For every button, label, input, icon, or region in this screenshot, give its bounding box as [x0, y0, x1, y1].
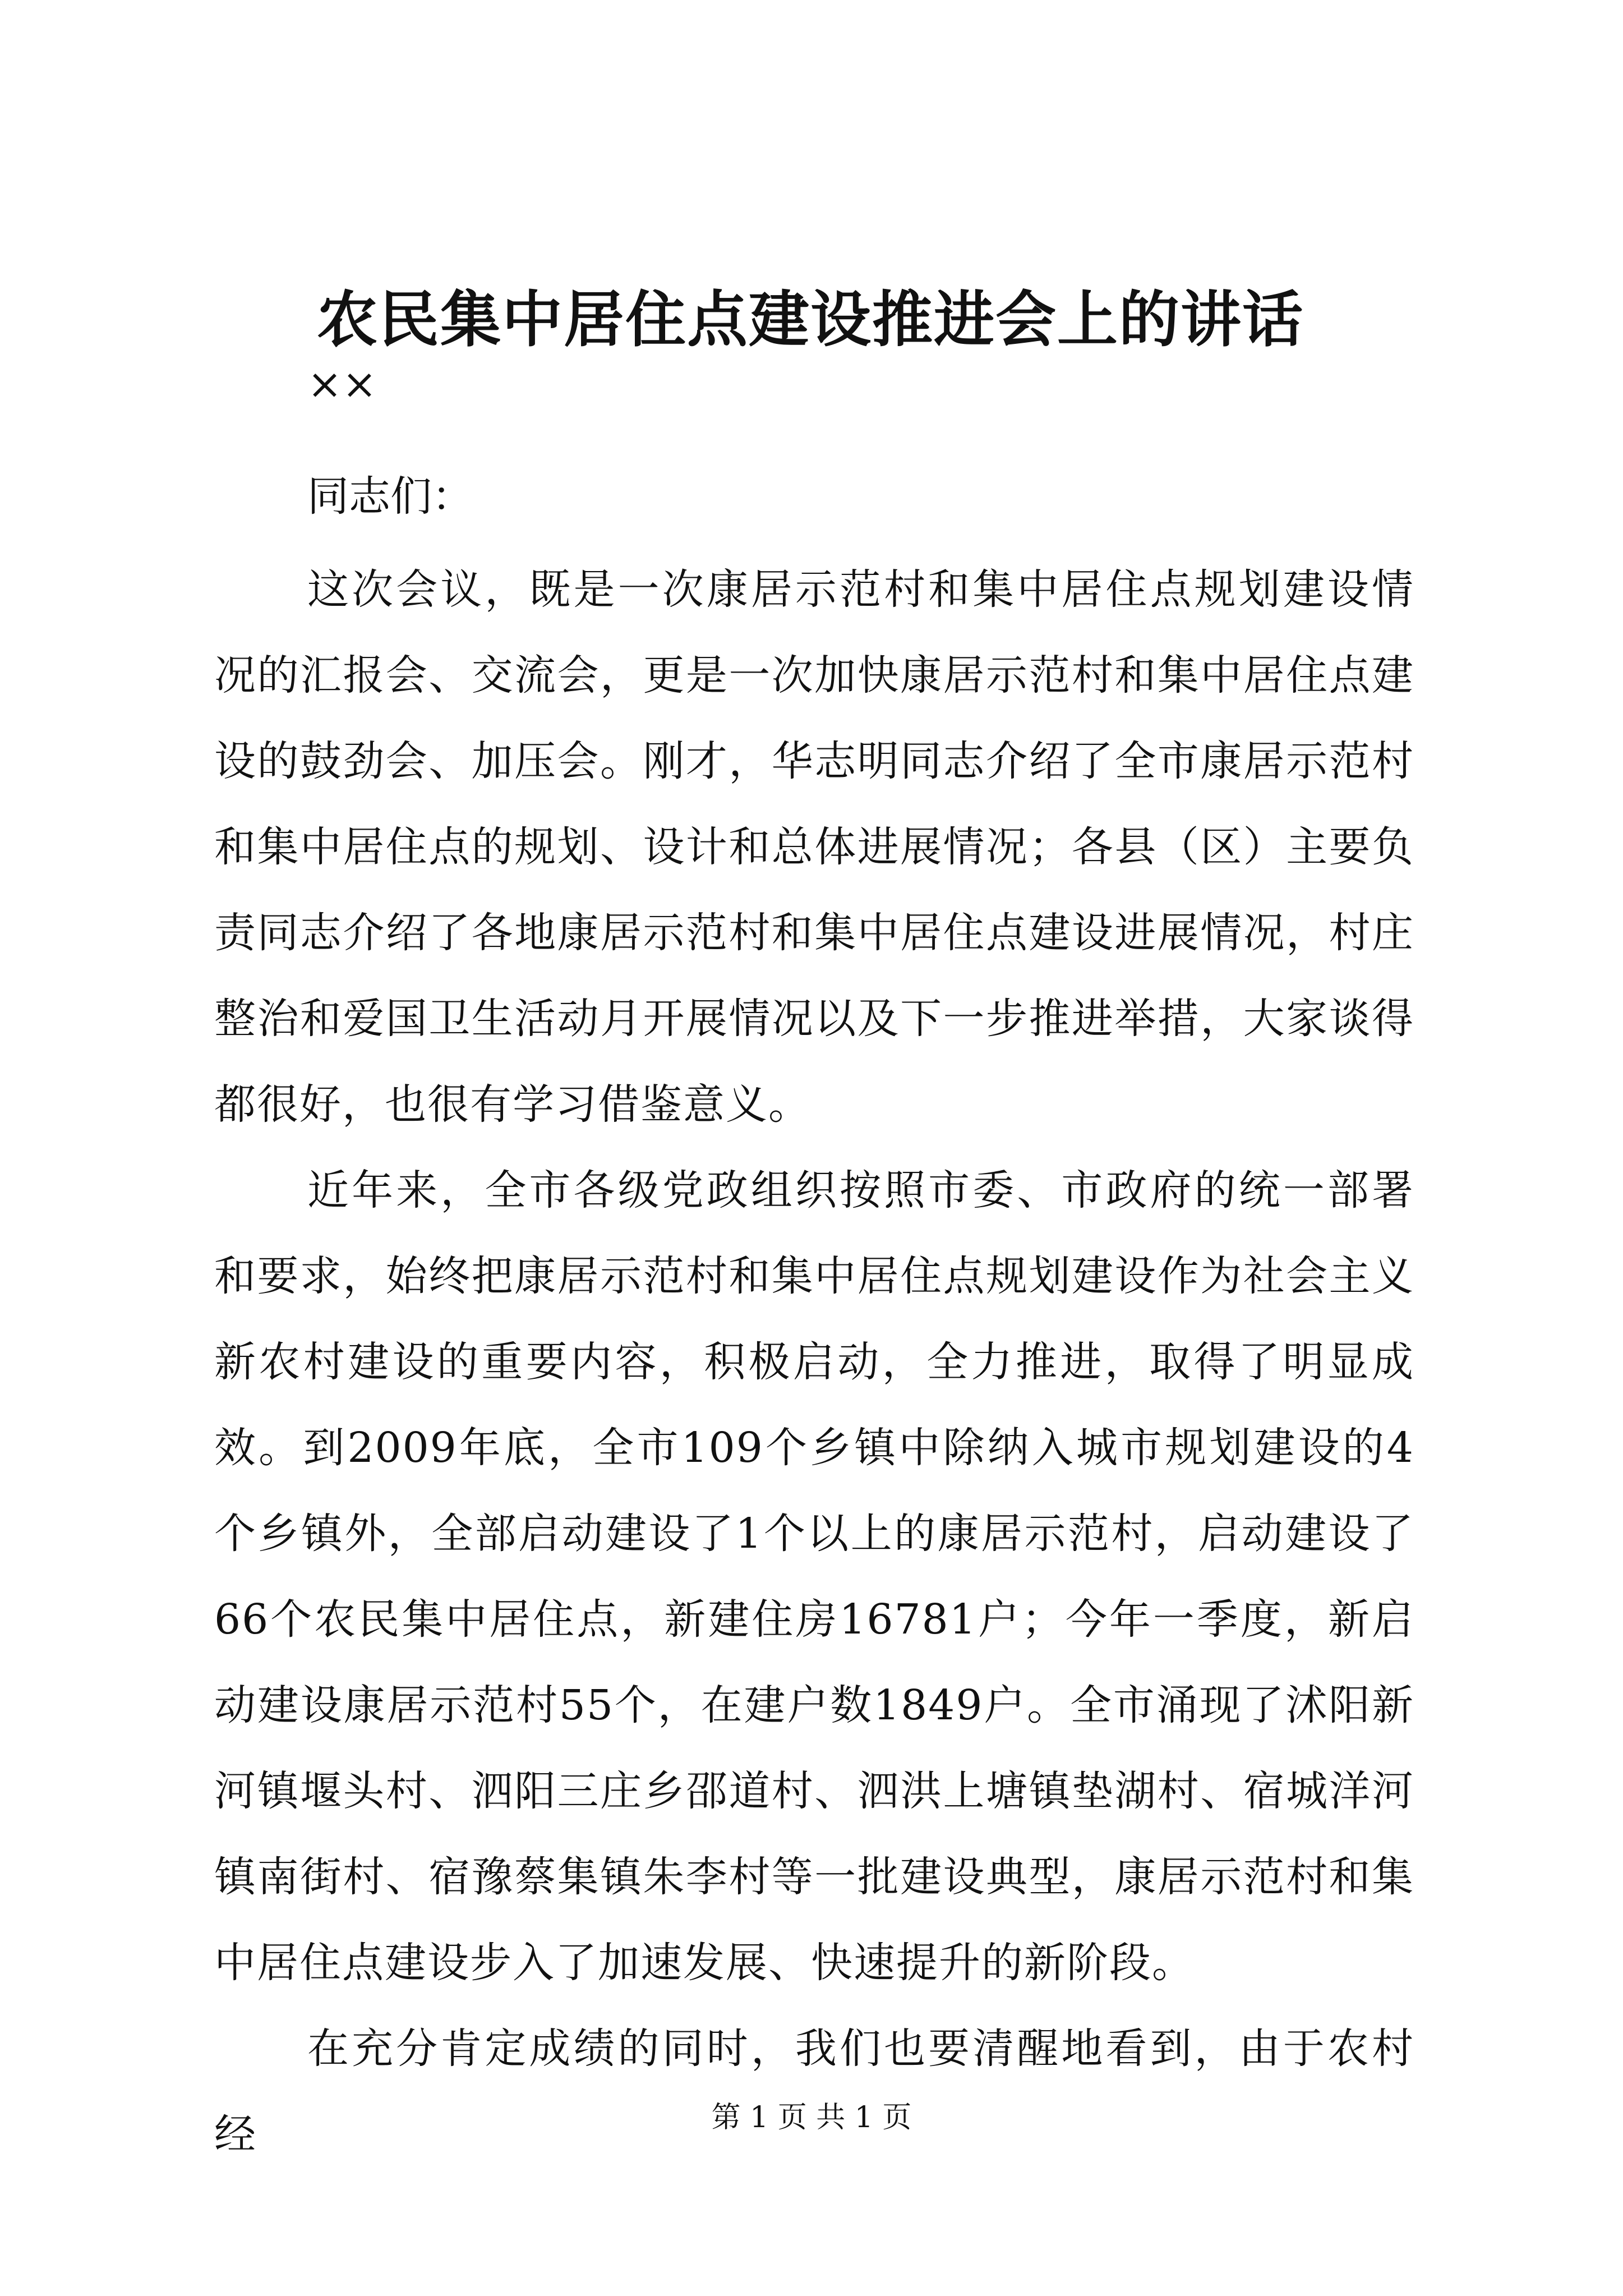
- page-footer: 第 1 页 共 1 页: [711, 2101, 912, 2134]
- paragraph-1: 这次会议，既是一次康居示范村和集中居住点规划建设情况的汇报会、交流会，更是一次加快康居示范村和集中居住点建设的鼓劲会、加压会。刚才，华志明同志介绍了全市康居示范村和集中居住点的规划、设计和总体进展情况；各县（区）主要负责同志介绍了各地康居示范村和集中居住点建设进展情况，村庄整治和爱国卫生活动月开展情况以及下一步推进举措，大家谈得都很好，也很有学习借鉴意义。: [214, 565, 1414, 1129]
- salutation: 同志们：: [307, 472, 473, 521]
- paragraph-3: 在充分肯定成绩的同时，我们也要清醒地看到，由于农村经: [214, 2024, 1414, 2159]
- author-name: ××: [307, 360, 377, 408]
- document-title: 农民集中居住点建设推进会上的讲话: [316, 284, 1304, 355]
- document-body: [214, 547, 1414, 2178]
- paragraph-2: 近年来，全市各级党政组织按照市委、市政府的统一部署和要求，始终把康居示范村和集中居住点规划建设作为社会主义新农村建设的重要内容，积极启动，全力推进，取得了明显成效。到2009年底，全市109个乡镇中除纳入城市规划建设的4个乡镇外，全部启动建设了1个以上的康居示范村，启动建设了66个农民集中居住点，新建住房16781户；今年一季度，新启动建设康居示范村55个，在建户数1849户。全市涌现了沭阳新河镇堰头村、泗阳三庄乡邵道村、泗洪上塘镇垫湖村、宿城洋河镇南街村、宿豫蔡集镇朱李村等一批建设典型，康居示范村和集中居住点建设步入了加速发展、快速提升的新阶段。: [214, 1166, 1414, 1987]
